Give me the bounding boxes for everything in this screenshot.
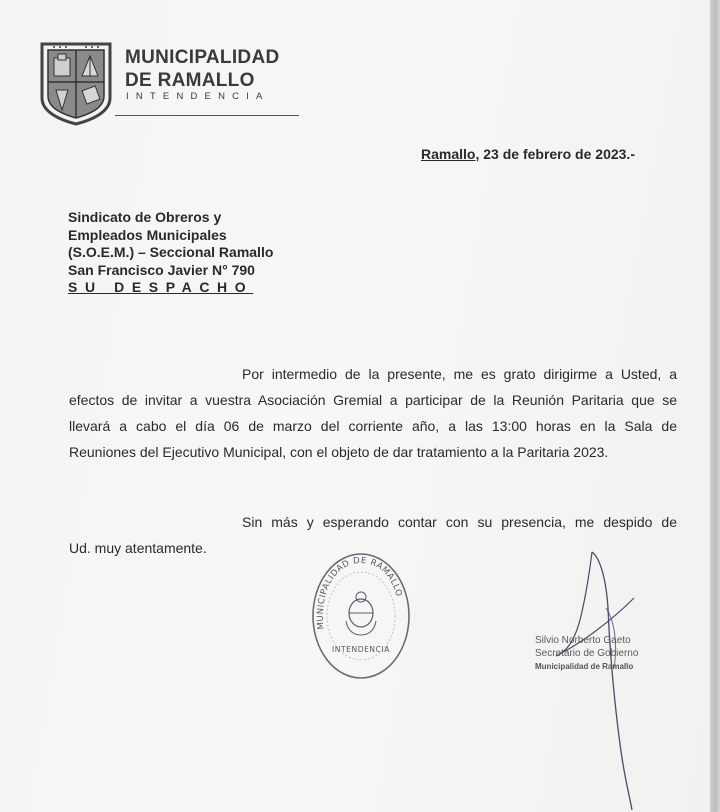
municipality-name xyxy=(125,46,279,92)
signatory-name: Silvio Norberto Gaeto xyxy=(535,635,631,646)
header-divider xyxy=(115,115,299,116)
intendencia-subtitle: INTENDENCIA xyxy=(126,91,270,102)
paragraph-line-text: Por intermedio de la presente, me es grato dirigirme a Usted, a xyxy=(242,366,677,382)
signatory-title: Secretario de Gobierno xyxy=(535,648,639,659)
addressee-line: (S.O.E.M.) – Seccional Ramallo xyxy=(68,244,274,260)
handwritten-signature xyxy=(530,548,690,812)
date-text: , 23 de febrero de 2023.- xyxy=(475,146,635,162)
paragraph-line: Reuniones del Ejecutivo Municipal, con el objeto de dar tratamiento a la Paritaria 2023. xyxy=(69,444,609,460)
signatory-block xyxy=(535,634,638,673)
letter-date xyxy=(421,146,635,162)
addressee-line: San Francisco Javier N° 790 xyxy=(68,261,255,278)
addressee-line: Empleados Municipales xyxy=(68,226,227,243)
svg-text:MUNICIPALIDAD DE RAMALLO: MUNICIPALIDAD DE RAMALLO xyxy=(315,555,404,630)
addressee-line: Sindicato de Obreros y xyxy=(68,209,222,225)
paragraph-line xyxy=(69,361,677,387)
paragraph-line xyxy=(69,509,677,535)
municipal-seal-stamp xyxy=(310,551,412,681)
municipal-crest-logo xyxy=(40,42,112,126)
paragraph-line-text: Sin más y esperando contar con su presencia, me despido de xyxy=(242,514,677,530)
date-place: Ramallo xyxy=(421,146,476,162)
municipality-name-line2: DE RAMALLO xyxy=(125,70,255,91)
body-paragraph-1 xyxy=(69,361,677,465)
paragraph-line: Ud. muy atentamente. xyxy=(69,540,207,556)
addressee-block xyxy=(68,209,273,297)
municipality-name-line1: MUNICIPALIDAD xyxy=(125,47,280,68)
paragraph-line: llevará a cabo el día 06 de marzo del corriente año, a las 13:00 horas en la Sala de xyxy=(69,418,677,434)
su-despacho: SU DESPACHO xyxy=(68,279,254,295)
signatory-organization: Municipalidad de Ramallo xyxy=(535,662,634,671)
svg-text:INTENDENCIA: INTENDENCIA xyxy=(331,645,391,654)
paragraph-line: efectos de invitar a vuestra Asociación Gremial a participar de la Reunión Paritaria que se xyxy=(69,392,677,408)
page-edge-shadow xyxy=(710,0,716,812)
